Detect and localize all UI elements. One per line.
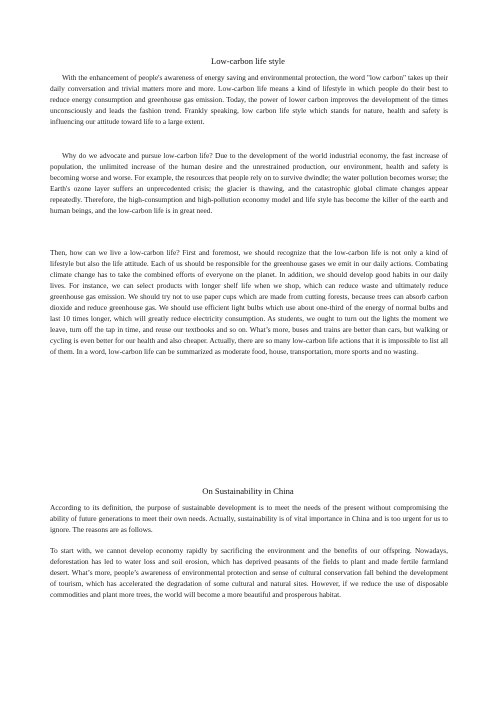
paragraph-5: To start with, we cannot develop economy rapidly by sacrificing the environment and the benefits of our offspring. Nowadays, deforestation has led to water loss and soil erosion, which has deprived peasants of the fields to plant and made fertile farmland desert. What’s more, people’s awareness of environmental protection and sense of cultural conservation fall behind the development of tourism, which has accelerated the degradation of some cultural and natural sites. However, if we reduce the use of disposable commodities and plant more trees, the world will become a more beautiful and prosperous habitat.: [50, 546, 448, 599]
paragraph-1: With the enhancement of people's awareness of energy saving and environmental protection, the word "low carbon" takes up their daily conversation and trivial matters more and more. Low-carbon life means a kind of lifestyle in which people do their best to reduce energy consumption and greenhouse gas emission. Today, the power of lower carbon improves the development of the times unconsciously and leads the fashion trend. Frankly speaking, low carbon life style which stands for nature, health and safety is influencing our attitude toward life to a large extent.: [50, 73, 448, 126]
paragraph-2: Why do we advocate and pursue low-carbon life? Due to the development of the world industrial economy, the fast increase of population, the unlimited increase of the human desire and the unrestrained production, our environment, health and safety is becoming worse and worse. For example, the resources that people rely on to survive dwindle; the water pollution becomes worse; the Earth's ozone layer suffers an unprecedented crisis; the glacier is thawing, and the catastrophic global climate changes appear repeatedly. Therefore, the high-consumption and high-pollution economy model and life style has become the killer of the earth and human beings, and the low-carbon life is in great need.: [50, 151, 448, 215]
paragraph-4: According to its definition, the purpose of sustainable development is to meet the needs of the present without compromising the ability of future generations to meet their own needs. Actually, sustainability is of vital importance in China and is too urgent for us to ignore. The reasons are as follows.: [50, 503, 448, 534]
section-title-sustainability: On Sustainability in China: [202, 486, 294, 496]
paragraph-3: Then, how can we live a low-carbon life? First and foremost, we should recognize that the low-carbon life is not only a kind of lifestyle but also the life attitude. Each of us should be responsible for the greenhouse gases we emit in our daily actions. Combating climate change has to take the combined efforts of everyone on the planet. In addition, we should develop good habits in our daily lives. For instance, we can select products with longer shelf life when we shop, which can reduce waste and ultimately reduce greenhouse gas emission. We should try not to use paper cups which are made from cutting forests, because trees can absorb carbon dioxide and reduce greenhouse gas. We should use efficient light bulbs which use about one-third of the energy of normal bulbs and last 10 times longer, which will greatly reduce electricity consumption. As students, we ought to turn out the lights the moment we leave, turn off the tap in time, and reuse our textbooks and so on. What’s more, buses and trains are better than cars, but walking or cycling is even better for our health and also cheaper. Actually, there are so many low-carbon life actions that it is impossible to list all of them. In a word, low-carbon life can be summarized as moderate food, house, transportation, more sports and no wasting.: [50, 248, 448, 356]
section-title-low-carbon: Low-carbon life style: [211, 56, 285, 66]
